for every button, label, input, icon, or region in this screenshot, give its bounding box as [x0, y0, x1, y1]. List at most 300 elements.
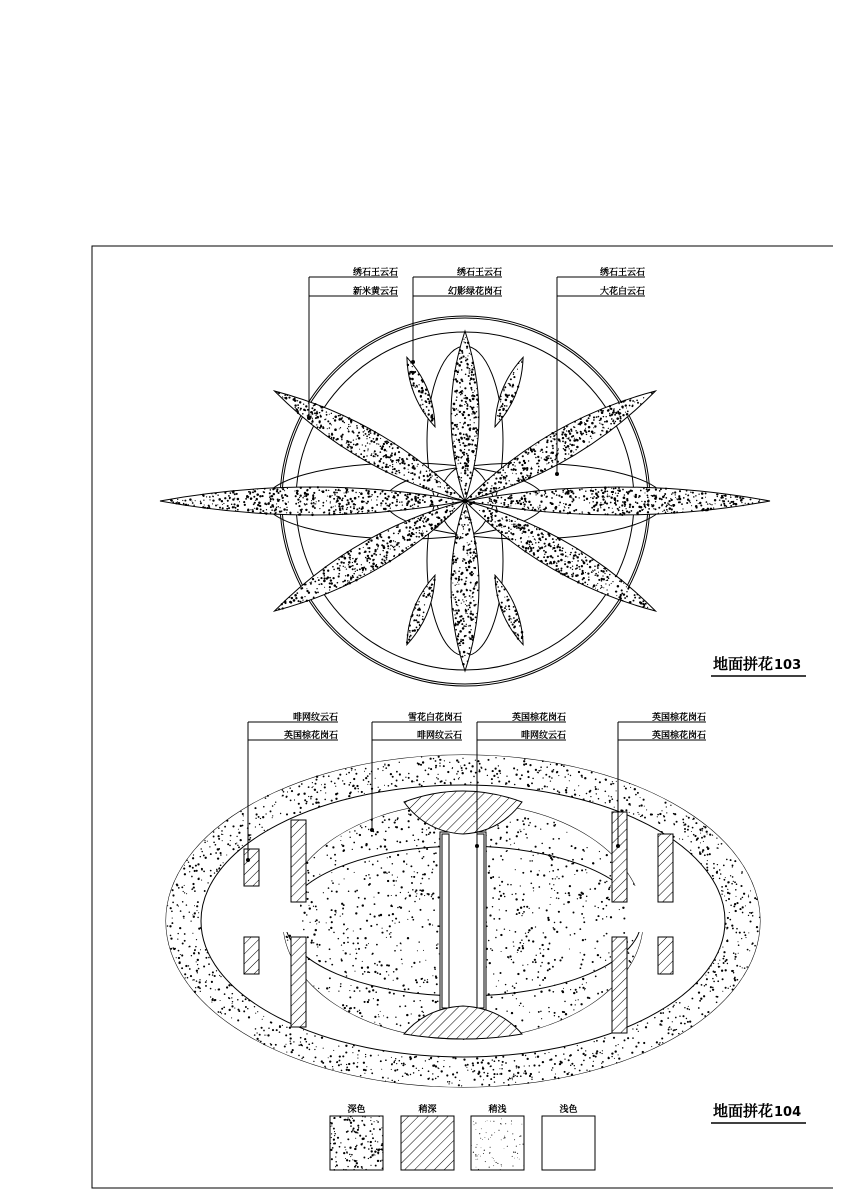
speckle-dot — [324, 587, 325, 588]
speckle-dot — [607, 579, 609, 581]
speckle-dot — [637, 1025, 638, 1026]
speckle-dot — [513, 606, 515, 608]
speckle-dot — [521, 541, 522, 542]
speckle-dot — [415, 521, 417, 523]
speckle-dot — [221, 830, 223, 832]
speckle-dot — [213, 841, 215, 843]
speckle-dot — [459, 630, 462, 633]
speckle-dot — [463, 512, 464, 513]
speckle-dot — [414, 496, 417, 499]
speckle-dot — [664, 493, 666, 495]
speckle-dot — [384, 845, 386, 847]
speckle-dot — [734, 881, 736, 883]
speckle-dot — [721, 886, 723, 888]
speckle-dot — [377, 496, 379, 498]
speckle-dot — [270, 810, 272, 812]
speckle-dot — [614, 807, 615, 808]
speckle-dot — [201, 880, 202, 881]
speckle-dot — [731, 501, 733, 503]
speckle-dot — [384, 560, 386, 562]
speckle-dot — [589, 566, 591, 568]
speckle-dot — [526, 837, 527, 838]
speckle-dot — [390, 459, 392, 461]
speckle-dot — [350, 782, 352, 784]
speckle-dot — [409, 530, 411, 532]
speckle-dot — [292, 1049, 294, 1051]
speckle-dot — [717, 996, 719, 998]
speckle-dot — [389, 503, 391, 505]
speckle-dot — [327, 496, 328, 497]
speckle-dot — [353, 444, 355, 446]
speckle-dot — [466, 405, 468, 407]
speckle-dot — [408, 469, 409, 470]
speckle-dot — [564, 1071, 566, 1073]
speckle-dot — [181, 967, 183, 969]
speckle-dot — [389, 465, 391, 467]
speckle-dot — [509, 521, 510, 522]
speckle-dot — [759, 500, 760, 501]
speckle-dot — [453, 570, 455, 572]
speckle-dot — [437, 1061, 439, 1063]
speckle-dot — [553, 438, 554, 439]
speckle-dot — [396, 1023, 398, 1025]
speckle-dot — [415, 603, 417, 605]
speckle-dot — [597, 564, 599, 566]
speckle-dot — [521, 774, 523, 776]
speckle-dot — [422, 515, 424, 517]
speckle-dot — [638, 1031, 639, 1032]
speckle-dot — [473, 551, 476, 554]
speckle-dot — [371, 499, 372, 500]
speckle-dot — [210, 508, 211, 509]
speckle-dot — [242, 813, 244, 815]
speckle-dot — [603, 416, 604, 417]
speckle-dot — [528, 460, 529, 461]
speckle-dot — [571, 501, 573, 503]
speckle-dot — [466, 408, 468, 410]
speckle-dot — [572, 566, 573, 567]
speckle-dot — [189, 865, 191, 867]
speckle-dot — [177, 933, 178, 934]
speckle-dot — [553, 788, 555, 790]
speckle-dot — [468, 762, 470, 764]
speckle-dot — [561, 568, 563, 570]
speckle-dot — [464, 524, 466, 526]
speckle-dot — [524, 500, 526, 502]
speckle-dot — [692, 827, 694, 829]
speckle-dot — [498, 530, 500, 532]
speckle-dot — [742, 897, 744, 899]
speckle-dot — [249, 493, 251, 495]
speckle-dot — [335, 489, 337, 491]
speckle-dot — [591, 507, 593, 509]
speckle-dot — [355, 773, 357, 775]
speckle-dot — [558, 570, 560, 572]
speckle-dot — [602, 1061, 604, 1063]
speckle-dot — [465, 374, 467, 376]
speckle-dot — [297, 400, 298, 401]
speckle-dot — [756, 898, 758, 900]
speckle-dot — [296, 492, 298, 494]
speckle-dot — [615, 1045, 616, 1046]
speckle-dot — [469, 647, 471, 649]
speckle-dot — [179, 962, 180, 963]
speckle-dot — [487, 1073, 489, 1075]
speckle-dot — [489, 510, 491, 512]
speckle-dot — [282, 795, 284, 797]
speckle-dot — [425, 517, 426, 518]
speckle-dot — [453, 409, 456, 412]
speckle-dot — [295, 503, 297, 505]
speckle-dot — [370, 432, 372, 434]
speckle-dot — [197, 964, 198, 965]
speckle-dot — [309, 486, 311, 488]
speckle-dot — [470, 370, 471, 371]
speckle-dot — [563, 1053, 564, 1054]
speckle-dot — [658, 822, 660, 824]
speckle-dot — [411, 378, 414, 381]
speckle-dot — [252, 509, 253, 510]
speckle-dot — [508, 530, 510, 532]
speckle-dot — [626, 413, 629, 416]
speckle-dot — [374, 570, 375, 571]
speckle-dot — [605, 500, 606, 501]
speckle-dot — [510, 884, 511, 885]
speckle-dot — [501, 602, 503, 604]
speckle-dot — [693, 834, 695, 836]
speckle-dot — [572, 548, 573, 549]
speckle-dot — [534, 959, 536, 961]
speckle-dot — [683, 497, 685, 499]
speckle-dot — [422, 761, 424, 763]
speckle-dot — [455, 601, 457, 603]
speckle-dot — [531, 850, 532, 851]
speckle-dot — [640, 506, 642, 508]
speckle-dot — [532, 544, 534, 546]
speckle-dot — [306, 600, 308, 602]
speckle-dot — [704, 1015, 706, 1017]
speckle-dot — [256, 498, 258, 500]
speckle-dot — [438, 756, 440, 758]
speckle-dot — [396, 1063, 397, 1064]
speckle-dot — [379, 554, 380, 555]
speckle-dot — [385, 767, 387, 769]
speckle-dot — [651, 814, 653, 816]
speckle-dot — [586, 847, 587, 848]
speckle-dot — [510, 484, 511, 485]
speckle-dot — [317, 577, 318, 578]
speckle-dot — [565, 1013, 567, 1015]
speckle-dot — [352, 565, 354, 567]
speckle-dot — [495, 478, 497, 480]
speckle-dot — [323, 577, 325, 579]
speckle-dot — [502, 403, 503, 404]
speckle-dot — [630, 805, 631, 806]
speckle-dot — [426, 406, 428, 408]
speckle-dot — [508, 1079, 510, 1081]
speckle-dot — [698, 991, 700, 993]
speckle-dot — [640, 816, 641, 817]
speckle-dot — [456, 380, 459, 383]
speckle-dot — [514, 620, 516, 622]
speckle-dot — [423, 475, 425, 477]
speckle-dot — [313, 786, 314, 787]
speckle-dot — [344, 512, 346, 514]
speckle-dot — [529, 551, 530, 552]
speckle-dot — [725, 900, 726, 901]
speckle-dot — [645, 1026, 647, 1028]
speckle-dot — [592, 1065, 594, 1067]
speckle-dot — [523, 527, 526, 530]
speckle-dot — [298, 407, 300, 409]
speckle-dot — [625, 508, 626, 509]
speckle-dot — [396, 473, 397, 474]
speckle-dot — [487, 517, 490, 520]
speckle-dot — [355, 958, 357, 960]
speckle-dot — [462, 442, 464, 444]
speckle-dot — [464, 422, 466, 424]
speckle-dot — [366, 1066, 367, 1067]
speckle-dot — [525, 1055, 526, 1056]
speckle-dot — [378, 787, 379, 788]
speckle-dot — [421, 858, 423, 860]
speckle-dot — [677, 499, 679, 501]
speckle-dot — [439, 486, 441, 488]
speckle-dot — [461, 1085, 462, 1086]
speckle-dot — [751, 921, 752, 922]
speckle-dot — [359, 492, 360, 493]
speckle-dot — [566, 787, 568, 789]
speckle-dot — [232, 825, 234, 827]
speckle-dot — [525, 935, 527, 937]
speckle-dot — [556, 897, 557, 898]
speckle-dot — [573, 510, 575, 512]
speckle-dot — [371, 1069, 372, 1070]
speckle-dot — [387, 510, 389, 512]
speckle-dot — [265, 813, 266, 814]
speckle-dot — [623, 797, 625, 799]
speckle-dot — [617, 500, 619, 502]
speckle-dot — [655, 501, 656, 502]
speckle-dot — [472, 394, 474, 396]
speckle-dot — [564, 458, 566, 460]
speckle-dot — [451, 413, 453, 415]
speckle-dot — [471, 439, 472, 440]
speckle-dot — [511, 538, 513, 540]
speckle-dot — [712, 978, 713, 979]
speckle-dot — [469, 353, 470, 354]
speckle-dot — [295, 407, 296, 408]
speckle-dot — [198, 953, 200, 955]
speckle-dot — [369, 496, 371, 498]
speckle-dot — [610, 408, 612, 410]
speckle-dot — [191, 889, 192, 890]
speckle-dot — [411, 532, 413, 534]
speckle-dot — [374, 450, 376, 452]
speckle-dot — [517, 459, 518, 460]
speckle-dot — [584, 499, 586, 501]
speckle-dot — [185, 965, 187, 967]
speckle-dot — [622, 489, 624, 491]
speckle-dot — [409, 1057, 410, 1058]
speckle-dot — [305, 584, 307, 586]
speckle-dot — [629, 812, 630, 813]
speckle-dot — [428, 1070, 430, 1072]
speckle-dot — [428, 511, 431, 514]
speckle-dot — [643, 503, 645, 505]
speckle-dot — [256, 813, 258, 815]
speckle-dot — [408, 520, 410, 522]
speckle-dot — [508, 527, 510, 529]
speckle-dot — [319, 412, 321, 414]
speckle-dot — [232, 498, 234, 500]
speckle-dot — [415, 619, 417, 621]
speckle-dot — [422, 616, 423, 617]
speckle-dot — [385, 470, 388, 473]
speckle-dot — [300, 408, 302, 410]
speckle-dot — [321, 1060, 323, 1062]
speckle-dot — [611, 798, 613, 800]
speckle-dot — [584, 581, 586, 583]
speckle-dot — [498, 1060, 500, 1062]
speckle-dot — [413, 1000, 415, 1002]
speckle-dot — [730, 497, 731, 498]
speckle-dot — [383, 540, 384, 541]
speckle-dot — [455, 585, 456, 586]
speckle-dot — [598, 416, 600, 418]
speckle-dot — [456, 773, 458, 775]
speckle-dot — [188, 965, 189, 966]
speckle-dot — [343, 932, 345, 934]
speckle-dot — [545, 538, 547, 540]
speckle-dot — [467, 363, 469, 365]
speckle-dot — [655, 489, 657, 491]
speckle-dot — [390, 454, 393, 457]
speckle-dot — [393, 443, 395, 445]
speckle-dot — [516, 983, 517, 984]
speckle-dot — [603, 578, 605, 580]
speckle-dot — [592, 501, 594, 503]
speckle-dot — [664, 502, 666, 504]
speckle-dot — [577, 1045, 578, 1046]
speckle-dot — [546, 446, 548, 448]
speckle-dot — [364, 937, 366, 939]
speckle-dot — [383, 462, 385, 464]
speckle-dot — [306, 862, 308, 864]
speckle-dot — [690, 841, 692, 843]
speckle-dot — [339, 512, 341, 514]
speckle-dot — [471, 636, 474, 639]
speckle-dot — [350, 422, 352, 424]
speckle-dot — [355, 453, 357, 455]
speckle-dot — [574, 421, 576, 423]
speckle-dot — [449, 1066, 450, 1067]
speckle-dot — [396, 499, 398, 501]
speckle-dot — [306, 1033, 307, 1034]
speckle-dot — [618, 489, 621, 492]
speckle-dot — [684, 1007, 685, 1008]
speckle-dot — [465, 577, 467, 579]
speckle-dot — [431, 471, 433, 473]
speckle-dot — [337, 489, 339, 491]
speckle-dot — [471, 540, 472, 541]
speckle-dot — [348, 1069, 350, 1071]
speckle-dot — [691, 492, 692, 493]
speckle-dot — [222, 504, 223, 505]
speckle-dot — [745, 937, 746, 938]
speckle-dot — [396, 780, 398, 782]
speckle-dot — [418, 390, 421, 393]
speckle-dot — [396, 786, 398, 788]
speckle-dot — [644, 492, 645, 493]
speckle-dot — [592, 801, 593, 802]
speckle-dot — [565, 493, 567, 495]
speckle-dot — [539, 492, 540, 493]
speckle-dot — [229, 845, 231, 847]
speckle-dot — [615, 492, 616, 493]
speckle-dot — [594, 432, 595, 433]
speckle-dot — [463, 454, 465, 456]
speckle-dot — [600, 434, 602, 436]
speckle-dot — [460, 394, 461, 395]
speckle-dot — [237, 1019, 239, 1021]
speckle-dot — [607, 989, 609, 991]
speckle-dot — [500, 399, 502, 401]
speckle-dot — [540, 560, 542, 562]
speckle-dot — [703, 841, 704, 842]
speckle-dot — [561, 957, 563, 959]
speckle-dot — [356, 569, 358, 571]
speckle-dot — [419, 624, 420, 625]
speckle-dot — [521, 1019, 523, 1021]
speckle-dot — [441, 780, 443, 782]
speckle-dot — [461, 514, 462, 515]
speckle-dot — [600, 858, 601, 859]
speckle-dot — [679, 490, 681, 492]
speckle-dot — [462, 627, 465, 630]
speckle-dot — [416, 893, 417, 894]
speckle-dot — [464, 417, 466, 419]
speckle-dot — [634, 401, 635, 402]
speckle-dot — [412, 518, 413, 519]
speckle-dot — [712, 989, 714, 991]
speckle-dot — [590, 888, 592, 890]
speckle-dot — [402, 504, 403, 505]
speckle-dot — [365, 433, 367, 435]
speckle-dot — [570, 450, 572, 452]
speckle-dot — [723, 879, 725, 881]
speckle-dot — [231, 997, 232, 998]
speckle-dot — [597, 508, 599, 510]
speckle-dot — [548, 1007, 549, 1008]
speckle-dot — [556, 763, 558, 765]
speckle-dot — [736, 965, 738, 967]
speckle-dot — [189, 968, 191, 970]
speckle-dot — [380, 445, 382, 447]
speckle-dot — [533, 887, 535, 889]
speckle-dot — [609, 405, 611, 407]
speckle-dot — [182, 943, 184, 945]
speckle-dot — [185, 504, 187, 506]
speckle-dot — [634, 594, 636, 596]
speckle-dot — [481, 492, 483, 494]
speckle-dot — [286, 495, 288, 497]
speckle-dot — [492, 512, 493, 513]
speckle-dot — [356, 427, 358, 429]
speckle-dot — [538, 788, 540, 790]
speckle-dot — [282, 500, 284, 502]
speckle-dot — [413, 1072, 415, 1074]
